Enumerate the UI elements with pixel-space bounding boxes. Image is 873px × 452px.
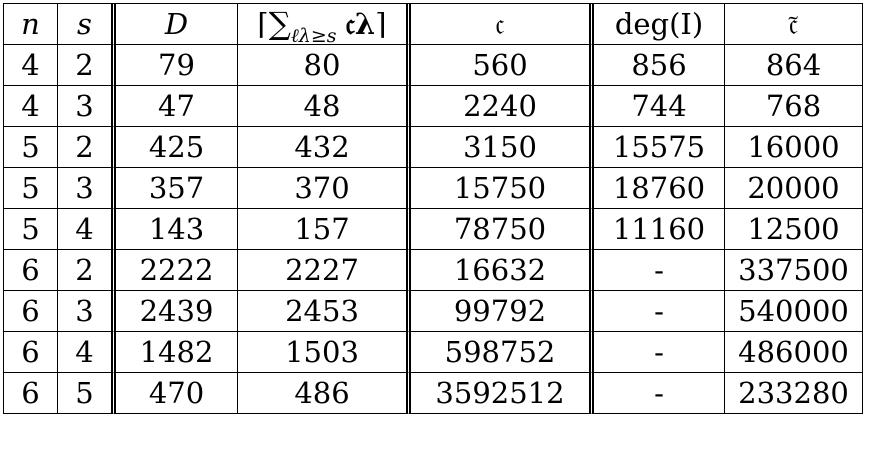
- cell-sum: 80: [238, 45, 411, 86]
- cell-s: 3: [58, 291, 116, 332]
- cell-ctilde: 540000: [725, 291, 863, 332]
- table-row: [4, 127, 863, 168]
- cell-sum: 432: [238, 127, 411, 168]
- cell-s: 2: [58, 127, 116, 168]
- cell-ctilde: 337500: [725, 250, 863, 291]
- header-s: s: [58, 4, 116, 45]
- header-row: [4, 4, 863, 45]
- cell-c: 99792: [411, 291, 594, 332]
- cell-deg: 18760: [594, 168, 725, 209]
- cell-ctilde: 486000: [725, 332, 863, 373]
- cell-n: 5: [4, 127, 58, 168]
- cell-c: 3150: [411, 127, 594, 168]
- cell-sum: 2227: [238, 250, 411, 291]
- cell-s: 2: [58, 45, 116, 86]
- header-n: n: [4, 4, 58, 45]
- cell-s: 5: [58, 373, 116, 414]
- cell-D: 79: [116, 45, 238, 86]
- cell-sum: 370: [238, 168, 411, 209]
- cell-ctilde: 864: [725, 45, 863, 86]
- table-header: [4, 4, 863, 45]
- cell-sum: 2453: [238, 291, 411, 332]
- cell-ctilde: 20000: [725, 168, 863, 209]
- cell-D: 47: [116, 86, 238, 127]
- cell-D: 425: [116, 127, 238, 168]
- cell-D: 470: [116, 373, 238, 414]
- cell-c: 598752: [411, 332, 594, 373]
- header-sum: [238, 4, 411, 45]
- cell-D: 143: [116, 209, 238, 250]
- cell-n: 5: [4, 168, 58, 209]
- cell-n: 4: [4, 86, 58, 127]
- cell-sum: 486: [238, 373, 411, 414]
- sum-term: 𝔠λ: [345, 7, 376, 41]
- cell-D: 2222: [116, 250, 238, 291]
- cell-D: 2439: [116, 291, 238, 332]
- header-ctilde: 𝔠̃: [725, 4, 863, 45]
- cell-n: 6: [4, 332, 58, 373]
- cell-n: 5: [4, 209, 58, 250]
- cell-s: 2: [58, 250, 116, 291]
- data-table: [3, 3, 863, 414]
- cell-deg: 744: [594, 86, 725, 127]
- header-deg: deg(I): [594, 4, 725, 45]
- cell-D: 357: [116, 168, 238, 209]
- cell-ctilde: 16000: [725, 127, 863, 168]
- cell-n: 6: [4, 373, 58, 414]
- cell-s: 4: [58, 332, 116, 373]
- cell-n: 4: [4, 45, 58, 86]
- cell-s: 3: [58, 168, 116, 209]
- table-row: [4, 45, 863, 86]
- cell-c: 2240: [411, 86, 594, 127]
- cell-sum: 48: [238, 86, 411, 127]
- table-body: [4, 45, 863, 414]
- cell-s: 4: [58, 209, 116, 250]
- sum-expression: [257, 6, 387, 47]
- cell-n: 6: [4, 250, 58, 291]
- cell-n: 6: [4, 291, 58, 332]
- cell-deg: 15575: [594, 127, 725, 168]
- cell-sum: 1503: [238, 332, 411, 373]
- cell-ctilde: 768: [725, 86, 863, 127]
- header-D: D: [116, 4, 238, 45]
- cell-s: 3: [58, 86, 116, 127]
- cell-sum: 157: [238, 209, 411, 250]
- ceil-open: ⌈: [257, 7, 269, 41]
- table-row: [4, 373, 863, 414]
- header-c: 𝔠: [411, 4, 594, 45]
- cell-c: 78750: [411, 209, 594, 250]
- ceil-close: ⌉: [375, 7, 387, 41]
- cell-deg: -: [594, 373, 725, 414]
- cell-c: 3592512: [411, 373, 594, 414]
- cell-deg: 856: [594, 45, 725, 86]
- cell-D: 1482: [116, 332, 238, 373]
- cell-deg: 11160: [594, 209, 725, 250]
- cell-ctilde: 233280: [725, 373, 863, 414]
- table-row: [4, 250, 863, 291]
- table-row: [4, 86, 863, 127]
- cell-deg: -: [594, 291, 725, 332]
- table-row: [4, 291, 863, 332]
- cell-deg: -: [594, 250, 725, 291]
- table-row: [4, 332, 863, 373]
- table-row: [4, 168, 863, 209]
- sigma-symbol: ∑: [268, 6, 291, 42]
- cell-c: 560: [411, 45, 594, 86]
- cell-c: 16632: [411, 250, 594, 291]
- sum-subscript: ℓλ≥s: [290, 25, 337, 47]
- cell-c: 15750: [411, 168, 594, 209]
- table-row: [4, 209, 863, 250]
- cell-ctilde: 12500: [725, 209, 863, 250]
- cell-deg: -: [594, 332, 725, 373]
